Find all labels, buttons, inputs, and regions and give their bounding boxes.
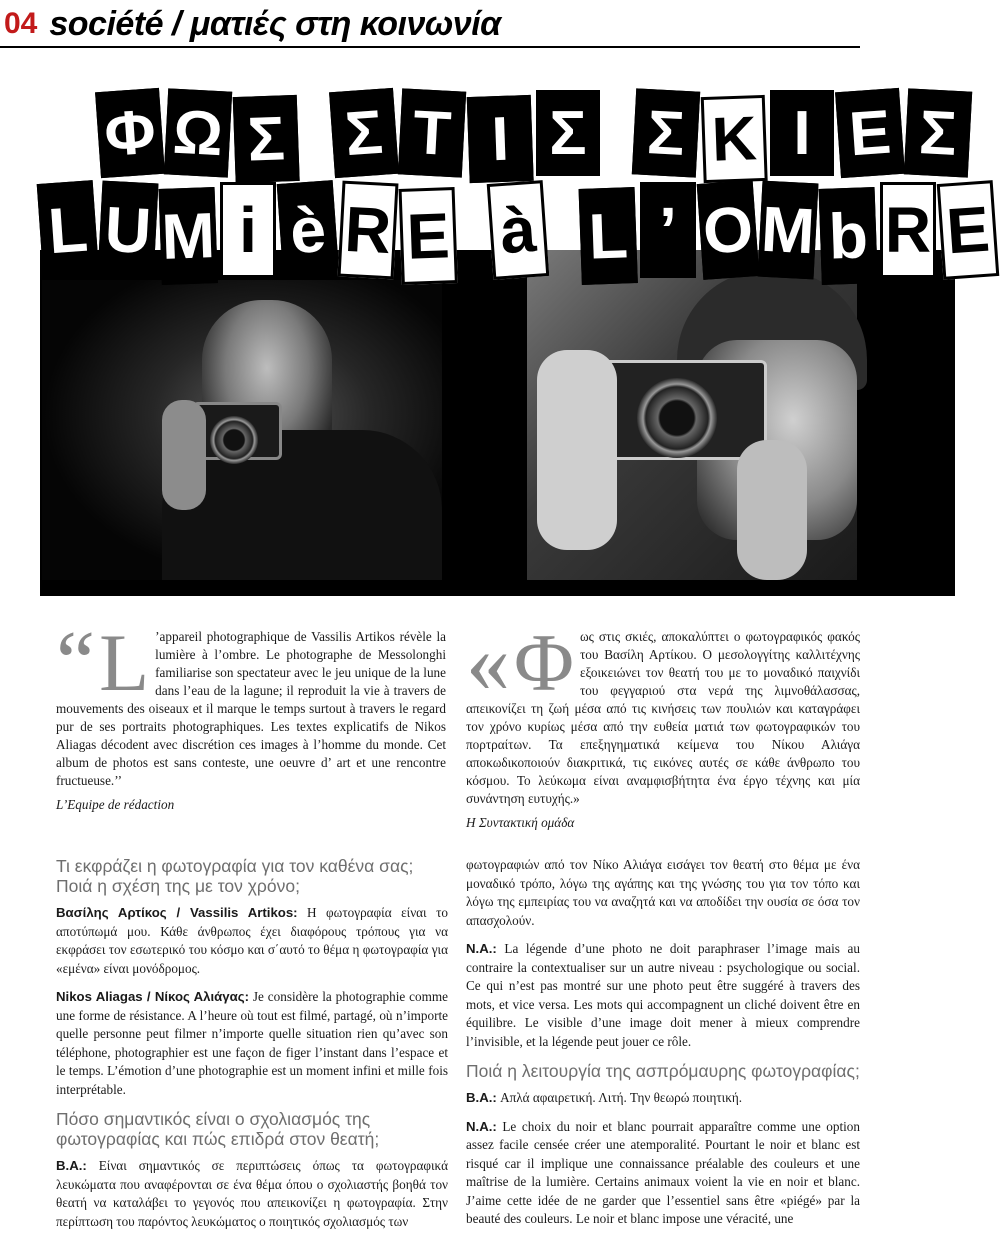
banner-letter: Ι — [467, 95, 534, 183]
banner-letter: R — [880, 182, 936, 278]
answer — [56, 988, 448, 1099]
banner-letter: U — [98, 181, 159, 280]
answer — [466, 1118, 860, 1229]
banner-letter — [302, 90, 328, 176]
banner-letter: Σ — [536, 90, 600, 176]
speaker: N.A.: — [466, 1118, 497, 1134]
answer-text: Είναι σημαντικός σε περιπτώσεις όπως τα φωτογραφικά λευκώματα που αναφέρονται σε ένα θέμα όπου ο σχολιαστής βοηθά τον θεατή να καταλάβει το γεγονός που απεικονίζει η φωτογραφία. Στην περίπτωση του παρόντος λευκώματος ο ποιητικός σχολιασμός των — [56, 1158, 448, 1229]
banner-letter: M — [159, 187, 218, 285]
banner-letter: L — [579, 187, 638, 285]
banner-letter — [550, 182, 576, 278]
banner-line-greek — [98, 90, 974, 176]
answer-continued: φωτογραφιών από τον Νίκο Αλιάγα εισάγει τον θεατή στο θέμα με ένα μοναδικό τρόπο, λόγω της αγάπης και της γνώσης του για τον τόπο και λόγω της εμπειρίας του να αναζητά και να αποδίδει την ουσία σε όσα τον απασχολούν. — [466, 857, 860, 928]
banner-letter: Σ — [632, 88, 700, 177]
banner-letter: Σ — [233, 95, 300, 183]
answer-text: Je considère la photographie comme une forme de résistance. A l’heure où tout est filmé, partagé, où n’importe quelle personne peut filmer n’importe quelle situation rien qu’avec son téléphone, photographier est une façon de figer l’instant dans l’espace et le temps. L’émotion d’une photographie est un moment infini et mille fois interprétable. — [56, 989, 448, 1097]
intro-french — [56, 614, 446, 814]
page-header — [0, 4, 860, 44]
banner-letter: Κ — [701, 95, 768, 183]
answer-text: Le choix du noir et blanc pourrait apparaître comme une option assez facile censée créer une atemporalité. Pourtant le noir et blanc est risqué car il implique une connaissance préalable des couleurs et une maîtrise de la lumière. Certains animaux voient la vie en noir et blanc. J’aime cette idée de ne garder que l’essentiel sans être «piégé» par la beauté des couleurs. Le noir et blanc impose une véracité, une — [466, 1118, 860, 1226]
page-number: 04 — [4, 7, 38, 40]
banner-letter — [604, 90, 630, 176]
banner-letter: Φ — [95, 88, 165, 178]
speaker: B.A.: — [56, 1158, 87, 1173]
banner-letter: Ω — [164, 88, 232, 177]
question-heading: Τι εκφράζει η φωτογραφία για τον καθένα σας; Ποιά η σχέση της με τον χρόνο; — [56, 856, 414, 896]
drop-cap: Φ — [514, 617, 574, 708]
answer-text: Η φωτογραφία είναι το αποτύπωμά μου. Κάθε άνθρωπος έχει διαφόρους τρόπους για να εκφράσει τον εσωτερικό του κόσμο και σ΄αυτό το θέμα η φωτογραφία για «εμένα» είναι μονόδρομος. — [56, 905, 448, 976]
banner-letter: Τ — [398, 88, 466, 177]
banner-letter: è — [277, 180, 340, 280]
banner-letter: à — [487, 180, 550, 280]
banner-letter: M — [758, 181, 819, 280]
question-heading: Πόσο σημαντικός είναι ο σχολιασμός της φωτογραφίας και πώς επιδρά στον θεατή; — [56, 1109, 380, 1149]
question-heading: Ποιά η λειτουργία της ασπρόμαυρης φωτογραφίας; — [466, 1061, 860, 1081]
answer — [56, 904, 448, 978]
photo-portrait-right — [527, 250, 857, 580]
banner-letter: i — [220, 182, 276, 278]
header-rule — [0, 46, 860, 48]
banner-letter: Σ — [904, 88, 972, 177]
banner-letter: R — [338, 181, 399, 280]
speaker: Βασίλης Αρτίκος / Vassilis Artikos: — [56, 905, 298, 920]
interview-right-column — [466, 856, 860, 1239]
interview-left-column — [56, 856, 448, 1241]
section-title: société / ματιές στη κοινωνία — [49, 4, 501, 43]
title-banner — [40, 90, 992, 290]
banner-letter: E — [937, 180, 1000, 280]
answer — [56, 1157, 448, 1231]
banner-line-french — [40, 182, 1000, 278]
quote-mark: « — [466, 614, 510, 711]
speaker: Nikos Aliagas / Νίκος Αλιάγας: — [56, 989, 249, 1004]
banner-letter — [460, 182, 486, 278]
signature: L’Equipe de rédaction — [56, 797, 175, 812]
banner-letter: Σ — [329, 88, 399, 178]
drop-cap: L — [99, 617, 150, 708]
banner-letter: b — [819, 187, 878, 285]
speaker: B.A.: — [466, 1090, 497, 1105]
speaker: N.A.: — [466, 941, 497, 956]
answer — [466, 940, 860, 1051]
intro-text: ως στις σκιές, αποκαλύπτει ο φωτογραφικός φακός του Βασίλη Αρτίκου. Ο μεσολογγίτης καλλιτέχνης εξοικειώνει τον θεατή του με το μοναδικό παιχνίδι του φεγγαριού στα νερά της λιμνοθάλασσας, απεικονίζει τη ζωή μέσα από τις κινήσεις των πουλιών και καταγράφει τον χρόνο κυρίως μέσα από την ευθεία ματιά των φωτογραφικών του πορτραίτων. Τα επεξηγηματικά κείμενα του Νίκου Αλιάγα αποκωδικοποιούν διακριτικά, τις εικόνες αυτές σε κάθε άνθρωπο του κόσμου. Το λεύκωμα είναι αναμφισβήτητα ένα έργο τέχνης και μία συνάντηση ευτυχής.» — [466, 629, 860, 806]
banner-letter: Ι — [770, 90, 834, 176]
answer-text: Απλά αφαιρετική. Λιτή. Την θεωρώ ποιητική. — [496, 1090, 743, 1105]
quote-mark: “ — [56, 614, 96, 711]
answer — [466, 1089, 860, 1108]
banner-letter: E — [399, 187, 458, 285]
intro-greek — [466, 614, 860, 832]
banner-letter: ’ — [640, 182, 696, 278]
banner-letter: Ε — [835, 88, 905, 178]
signature: Η Συντακτική ομάδα — [466, 815, 575, 830]
photo-portrait-left — [42, 280, 442, 580]
banner-letter: L — [37, 180, 100, 280]
answer-text: La légende d’une photo ne doit paraphraser l’image mais au contraire la contextualiser sur un autre niveau : psychologique ou social. Ce qui n’est pas montré sur une photo peut être suggéré à travers des mots, et vice versa. Les mots qui accompagnent un cliché doivent être en équilibre. Le visible d’une image doit mener à mieux comprendre l’invisible, et la légende peut jouer ce rôle. — [466, 941, 860, 1049]
banner-letter: O — [697, 180, 760, 280]
intro-text: ’appareil photographique de Vassilis Artikos révèle la lumière à l’ombre. Le photographe de Messolonghi familiarise son spectateur avec le jeu unique de la lune dans l’eau de la lagune; il reproduit la vie à travers de mouvements des oiseaux et il marque le temps surtout à travers le regard pur de ses portraits photographiques. Les textes explicatifs de Nikos Aliagas décodent avec discrétion ces images à l’homme du monde. Cet album de photos est sans conteste, une oeuvre d’ art et une rencontre fructueuse.’’ — [56, 629, 446, 788]
